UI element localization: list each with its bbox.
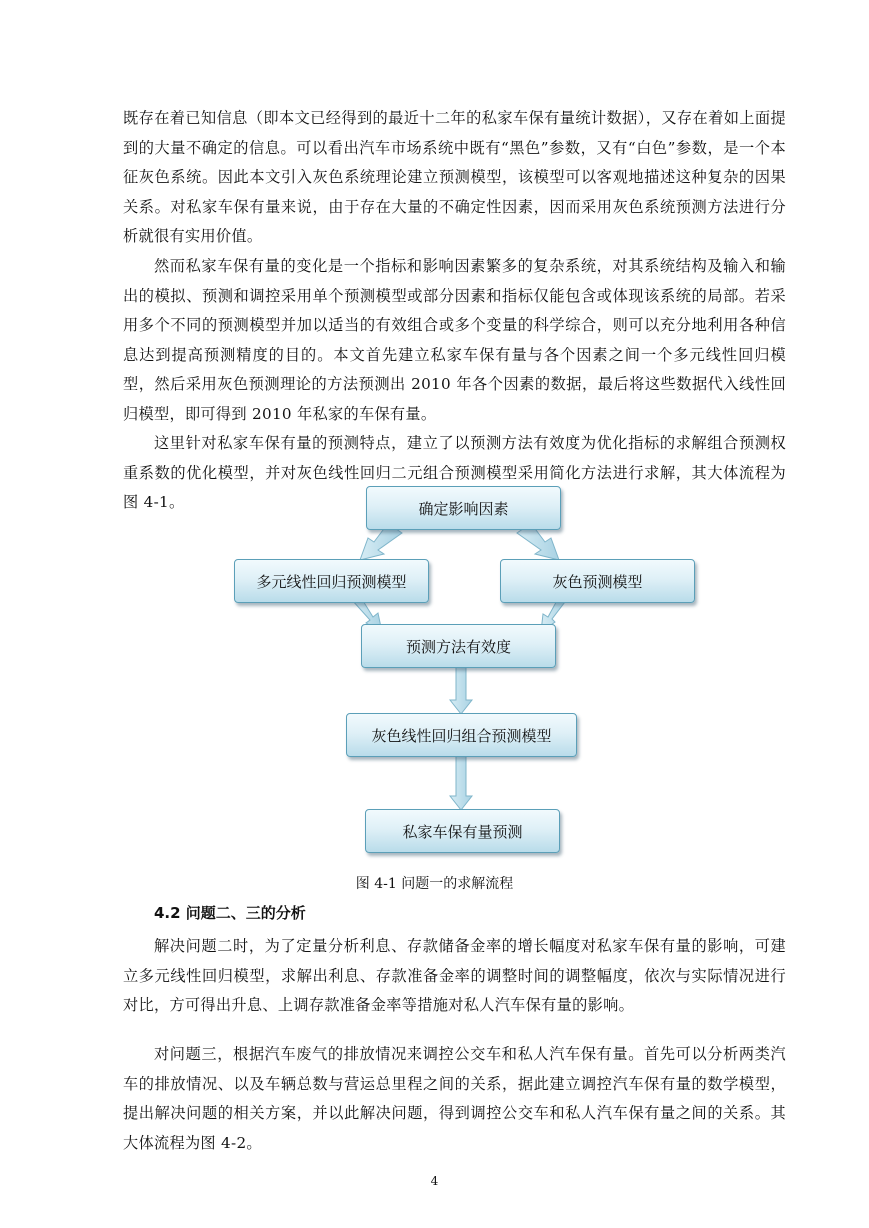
page-number: 4 [430,1174,439,1188]
flow-box-prediction [365,809,560,853]
arrow-factors-to-grey [517,526,559,560]
section-heading: 4.2 问题二、三的分析 [154,904,306,922]
arrow-effectiveness-to-combo [450,666,472,714]
flow-box-mlr-model [234,559,429,603]
flow-box-label: 预测方法有效度 [405,637,511,656]
flow-box-combined-model [346,713,577,757]
paragraph-intro: 既存在着已知信息（即本文已经得到的最近十二年的私家车保有量统计数据），又存在着如上面提到的大量不确定的信息。可以看出汽车市场系统中既有“黑色”参数，又有“白色”参数，是一个本征灰色系统。因此本文引入灰色系统理论建立预测模型，该模型可以客观地描述这种复杂的因果关系。对私家车保有量来说，由于存在大量的不确定性因素，因而采用灰色系统预测方法进行分析就很有实用价值。 [123,109,786,246]
arrow-factors-to-mlr [360,526,402,560]
arrow-combo-to-prediction [450,755,472,810]
figure-caption: 图 4-1 问题一的求解流程 [355,876,514,892]
flow-box-grey-model [500,559,695,603]
paragraph-system: 然而私家车保有量的变化是一个指标和影响因素繁多的复杂系统，对其系统结构及输入和输出的模拟、预测和调控采用单个预测模型或部分因素和指标仅能包含或体现该系统的局部。若采用多个不同的预测模型并加以适当的有效组合或多个变量的科学综合，则可以充分地利用各种信息达到提高预测精度的目的。本文首先建立私家车保有量与各个因素之间一个多元线性回归模型，然后采用灰色预测理论的方法预测出 2010 年各个因素的数据，最后将这些数据代入线性回归模型，即可得到 2010 年私家的车保有量。 [123,257,786,423]
flow-box-label: 灰色线性回归组合预测模型 [371,726,552,745]
paragraph-problem-three: 对问题三，根据汽车废气的排放情况来调控公交车和私人汽车保有量。首先可以分析两类汽车的排放情况、以及车辆总数与营运总里程之间的关系，据此建立调控汽车保有量的数学模型，提出解决问题的相关方案，并以此解决问题，得到调控公交车和私人汽车保有量之间的关系。其大体流程为图 4-2。 [123,1045,786,1152]
flow-box-label: 确定影响因素 [418,499,509,518]
flow-box-label: 多元线性回归预测模型 [256,572,407,591]
paragraph-method: 这里针对私家车保有量的预测特点，建立了以预测方法有效度为优化指标的求解组合预测权重系数的优化模型，并对灰色线性回归二元组合预测模型采用简化方法进行求解，其大体流程为图 4-1。 [123,434,786,512]
flow-box-label: 灰色预测模型 [552,572,643,591]
paragraph-problem-two: 解决问题二时，为了定量分析利息、存款储备金率的增长幅度对私家车保有量的影响，可建立多元线性回归模型，求解出利息、存款准备金率的调整时间的调整幅度，依次与实际情况进行对比，方可得出升息、上调存款准备金率等措施对私人汽车保有量的影响。 [123,937,786,1015]
flow-box-effectiveness [361,624,556,668]
flowchart [0,480,869,870]
flow-box-determine-factors [366,486,561,530]
flow-box-label: 私家车保有量预测 [402,822,523,841]
